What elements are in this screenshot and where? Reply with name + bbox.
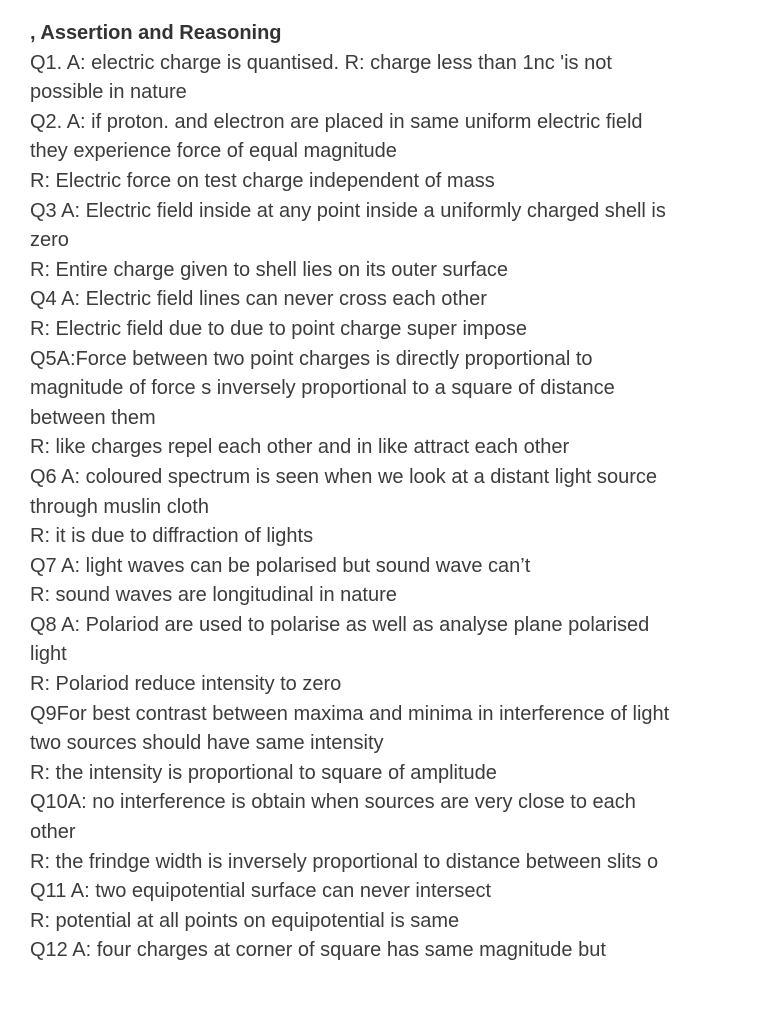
note-line: Q6 A: coloured spectrum is seen when we look at a distant light source bbox=[30, 465, 658, 488]
note-line: R: potential at all points on equipotential is same bbox=[30, 909, 460, 932]
note-line: R: the frindge width is inversely proportional to distance between slits o bbox=[30, 850, 659, 873]
note-line: R: Entire charge given to shell lies on its outer surface bbox=[30, 258, 509, 281]
note-line: Q9For best contrast between maxima and minima in interference of light bbox=[30, 702, 670, 725]
note-line: R: Polariod reduce intensity to zero bbox=[30, 673, 342, 696]
note-line: Q2. A: if proton. and electron are placed in same uniform electric field bbox=[30, 110, 643, 133]
note-title: , Assertion and Reasoning bbox=[30, 22, 282, 44]
note-line: light bbox=[30, 643, 67, 666]
note-line: Q4 A: Electric field lines can never cross each other bbox=[30, 288, 487, 311]
note-line: magnitude of force s inversely proportional to a square of distance bbox=[30, 377, 615, 400]
note-line: Q5A:Force between two point charges is directly proportional to bbox=[30, 347, 593, 370]
note-line: possible in nature bbox=[30, 81, 187, 104]
note-line: Q12 A: four charges at corner of square has same magnitude but bbox=[30, 939, 606, 962]
note-line: zero bbox=[30, 229, 69, 252]
note-line: R: Electric force on test charge independent of mass bbox=[30, 169, 495, 192]
note-line: between them bbox=[30, 406, 156, 429]
note-line: through muslin cloth bbox=[30, 495, 209, 518]
note-line: R: the intensity is proportional to square of amplitude bbox=[30, 761, 497, 784]
note-line: Q1. A: electric charge is quantised. R: charge less than 1nc 'is not bbox=[30, 51, 612, 74]
note-line: Q7 A: light waves can be polarised but sound wave can’t bbox=[30, 554, 531, 577]
note-line: they experience force of equal magnitude bbox=[30, 140, 397, 163]
note-line: R: sound waves are longitudinal in nature bbox=[30, 584, 397, 607]
note-line: R: like charges repel each other and in like attract each other bbox=[30, 436, 570, 459]
note-line: Q11 A: two equipotential surface can never intersect bbox=[30, 880, 492, 903]
note-body bbox=[30, 19, 760, 966]
note-line: other bbox=[30, 821, 76, 844]
note-line: two sources should have same intensity bbox=[30, 732, 384, 755]
note-line: Q10A: no interference is obtain when sources are very close to each bbox=[30, 791, 636, 814]
note-line: Q8 A: Polariod are used to polarise as well as analyse plane polarised bbox=[30, 613, 650, 636]
note-line: R: Electric field due to due to point charge super impose bbox=[30, 317, 527, 340]
note-line: R: it is due to diffraction of lights bbox=[30, 525, 314, 548]
note-line: Q3 A: Electric field inside at any point inside a uniformly charged shell is bbox=[30, 199, 666, 222]
